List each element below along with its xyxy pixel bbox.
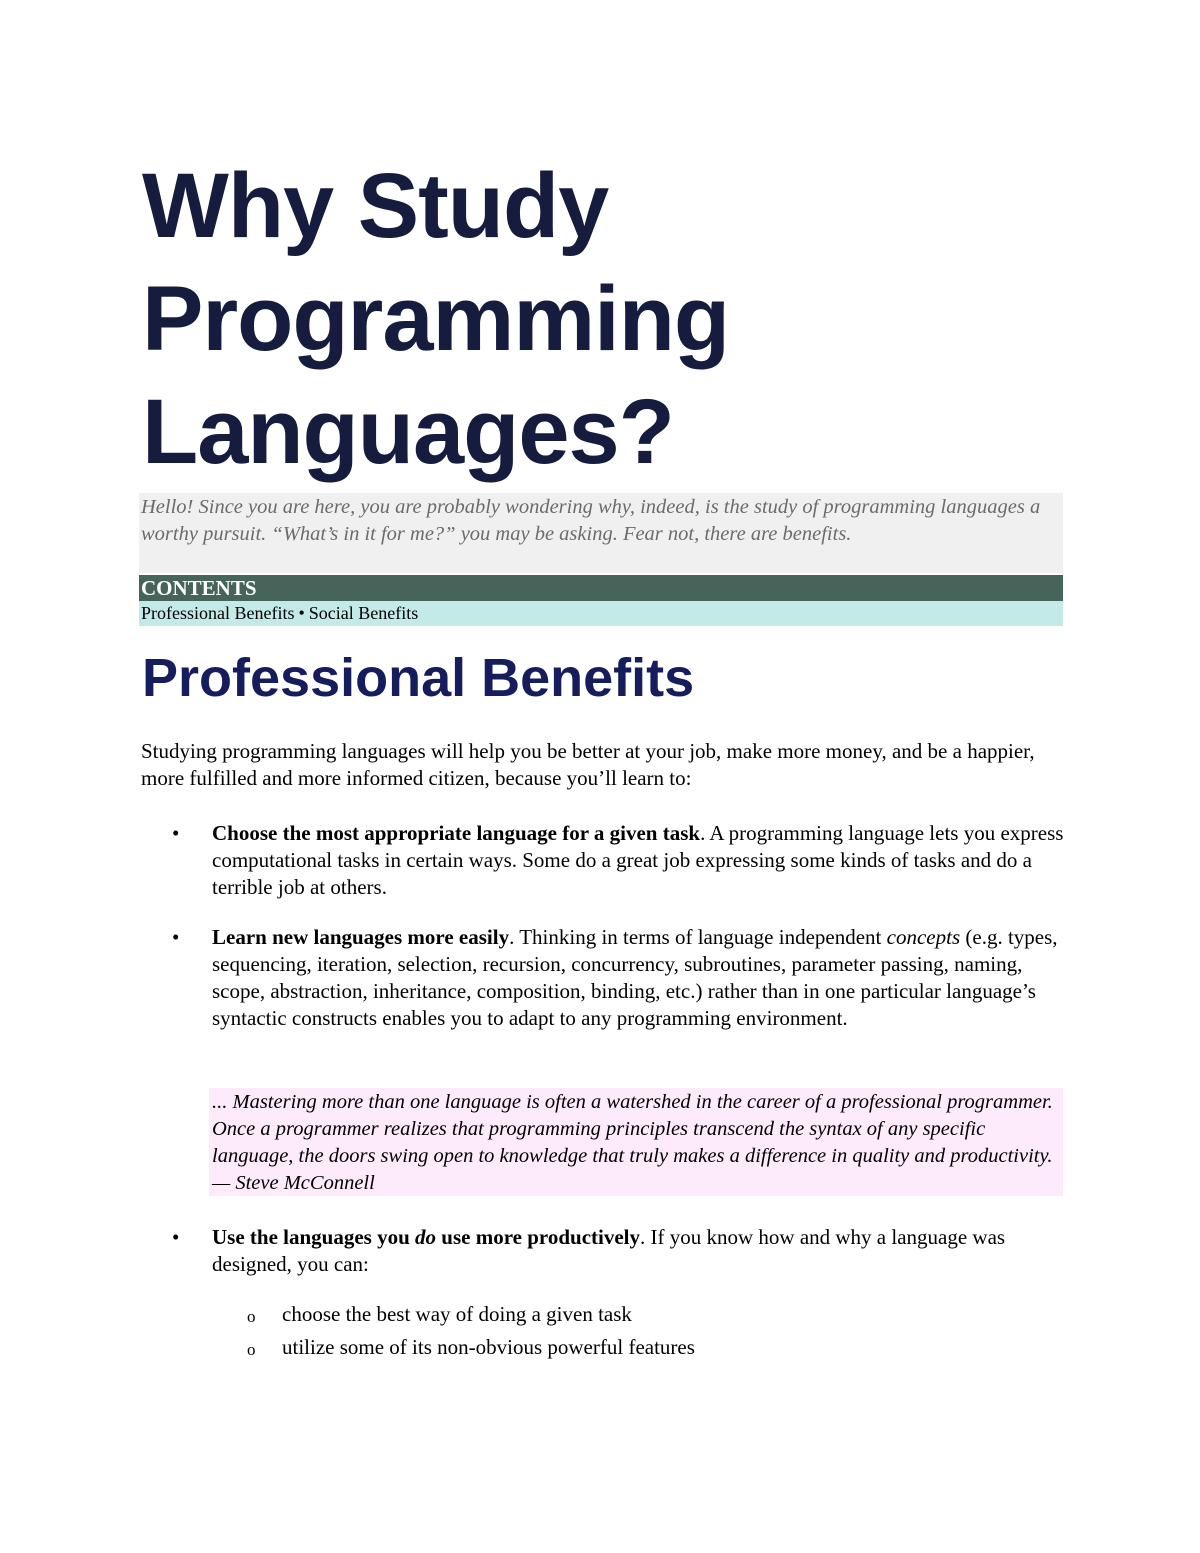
- title-line-2: Programming: [142, 268, 730, 370]
- sub-bullet-marker: o: [247, 1340, 256, 1359]
- sub-bullet-marker: o: [247, 1307, 256, 1326]
- page-title: [142, 150, 1042, 489]
- list-item-bold: Learn new languages more easily: [212, 925, 510, 949]
- section-intro-paragraph: Studying programming languages will help you be better at your job, make more money, and be a happier, more fulfilled and more informed citizen, because you’ll learn to:: [141, 739, 1035, 790]
- list-item-text: . A programming language lets you express computational tasks in certain ways. Some do a great job expressing some kinds of tasks and do a terrible job at others.: [212, 821, 1064, 899]
- list-item-text: (e.g. types, sequencing, iteration, selection, recursion, concurrency, subroutines, parameter passing, naming, scope, abstraction, inheritance, composition, binding, etc.) rather than in one particular language’s syntactic constructs enables you to adapt to any programming environment.: [212, 925, 1058, 1030]
- sub-list-item: utilize some of its non-obvious powerful features: [282, 1335, 695, 1359]
- contents-links: [139, 601, 1063, 626]
- list-item-bold: use more productively: [436, 1225, 640, 1249]
- list-item-bold-italic: do: [415, 1225, 437, 1249]
- sub-list-item: choose the best way of doing a given task: [282, 1302, 632, 1326]
- list-item: [212, 924, 1067, 1032]
- contents-link-professional-benefits[interactable]: Professional Benefits: [141, 603, 295, 623]
- list-item-text: . Thinking in terms of language independent: [509, 925, 887, 949]
- bullet-marker: •: [172, 925, 180, 949]
- contents-link-social-benefits[interactable]: Social Benefits: [308, 603, 419, 623]
- title-line-3: Languages?: [142, 381, 674, 483]
- list-item-bold: Use the languages you: [212, 1225, 416, 1249]
- contents-heading: CONTENTS: [139, 575, 1063, 601]
- list-item-italic: concepts: [886, 925, 961, 949]
- list-item-text: . If you know how and why a language was designed, you can:: [212, 1225, 1006, 1276]
- bullet-marker: •: [172, 1225, 180, 1249]
- bullet-marker: •: [172, 821, 180, 845]
- list-item: [212, 1224, 1067, 1278]
- quote-block: ... Mastering more than one language is often a watershed in the career of a professional programmer. Once a programmer realizes that programming principles transcend the syntax of any specific language, the doors swing open to knowledge that truly makes a difference in quality and productivity. — Steve McConnell: [209, 1088, 1063, 1196]
- title-line-1: Why Study: [142, 155, 609, 257]
- list-item-bold: Choose the most appropriate language for a given task: [212, 821, 701, 845]
- contents-separator: •: [298, 603, 305, 623]
- intro-paragraph: Hello! Since you are here, you are probably wondering why, indeed, is the study of programming languages a worthy pursuit. “What’s in it for me?” you may be asking. Fear not, there are benefits.: [139, 493, 1063, 573]
- section-heading-professional-benefits: Professional Benefits: [142, 648, 695, 708]
- list-item: [212, 820, 1067, 901]
